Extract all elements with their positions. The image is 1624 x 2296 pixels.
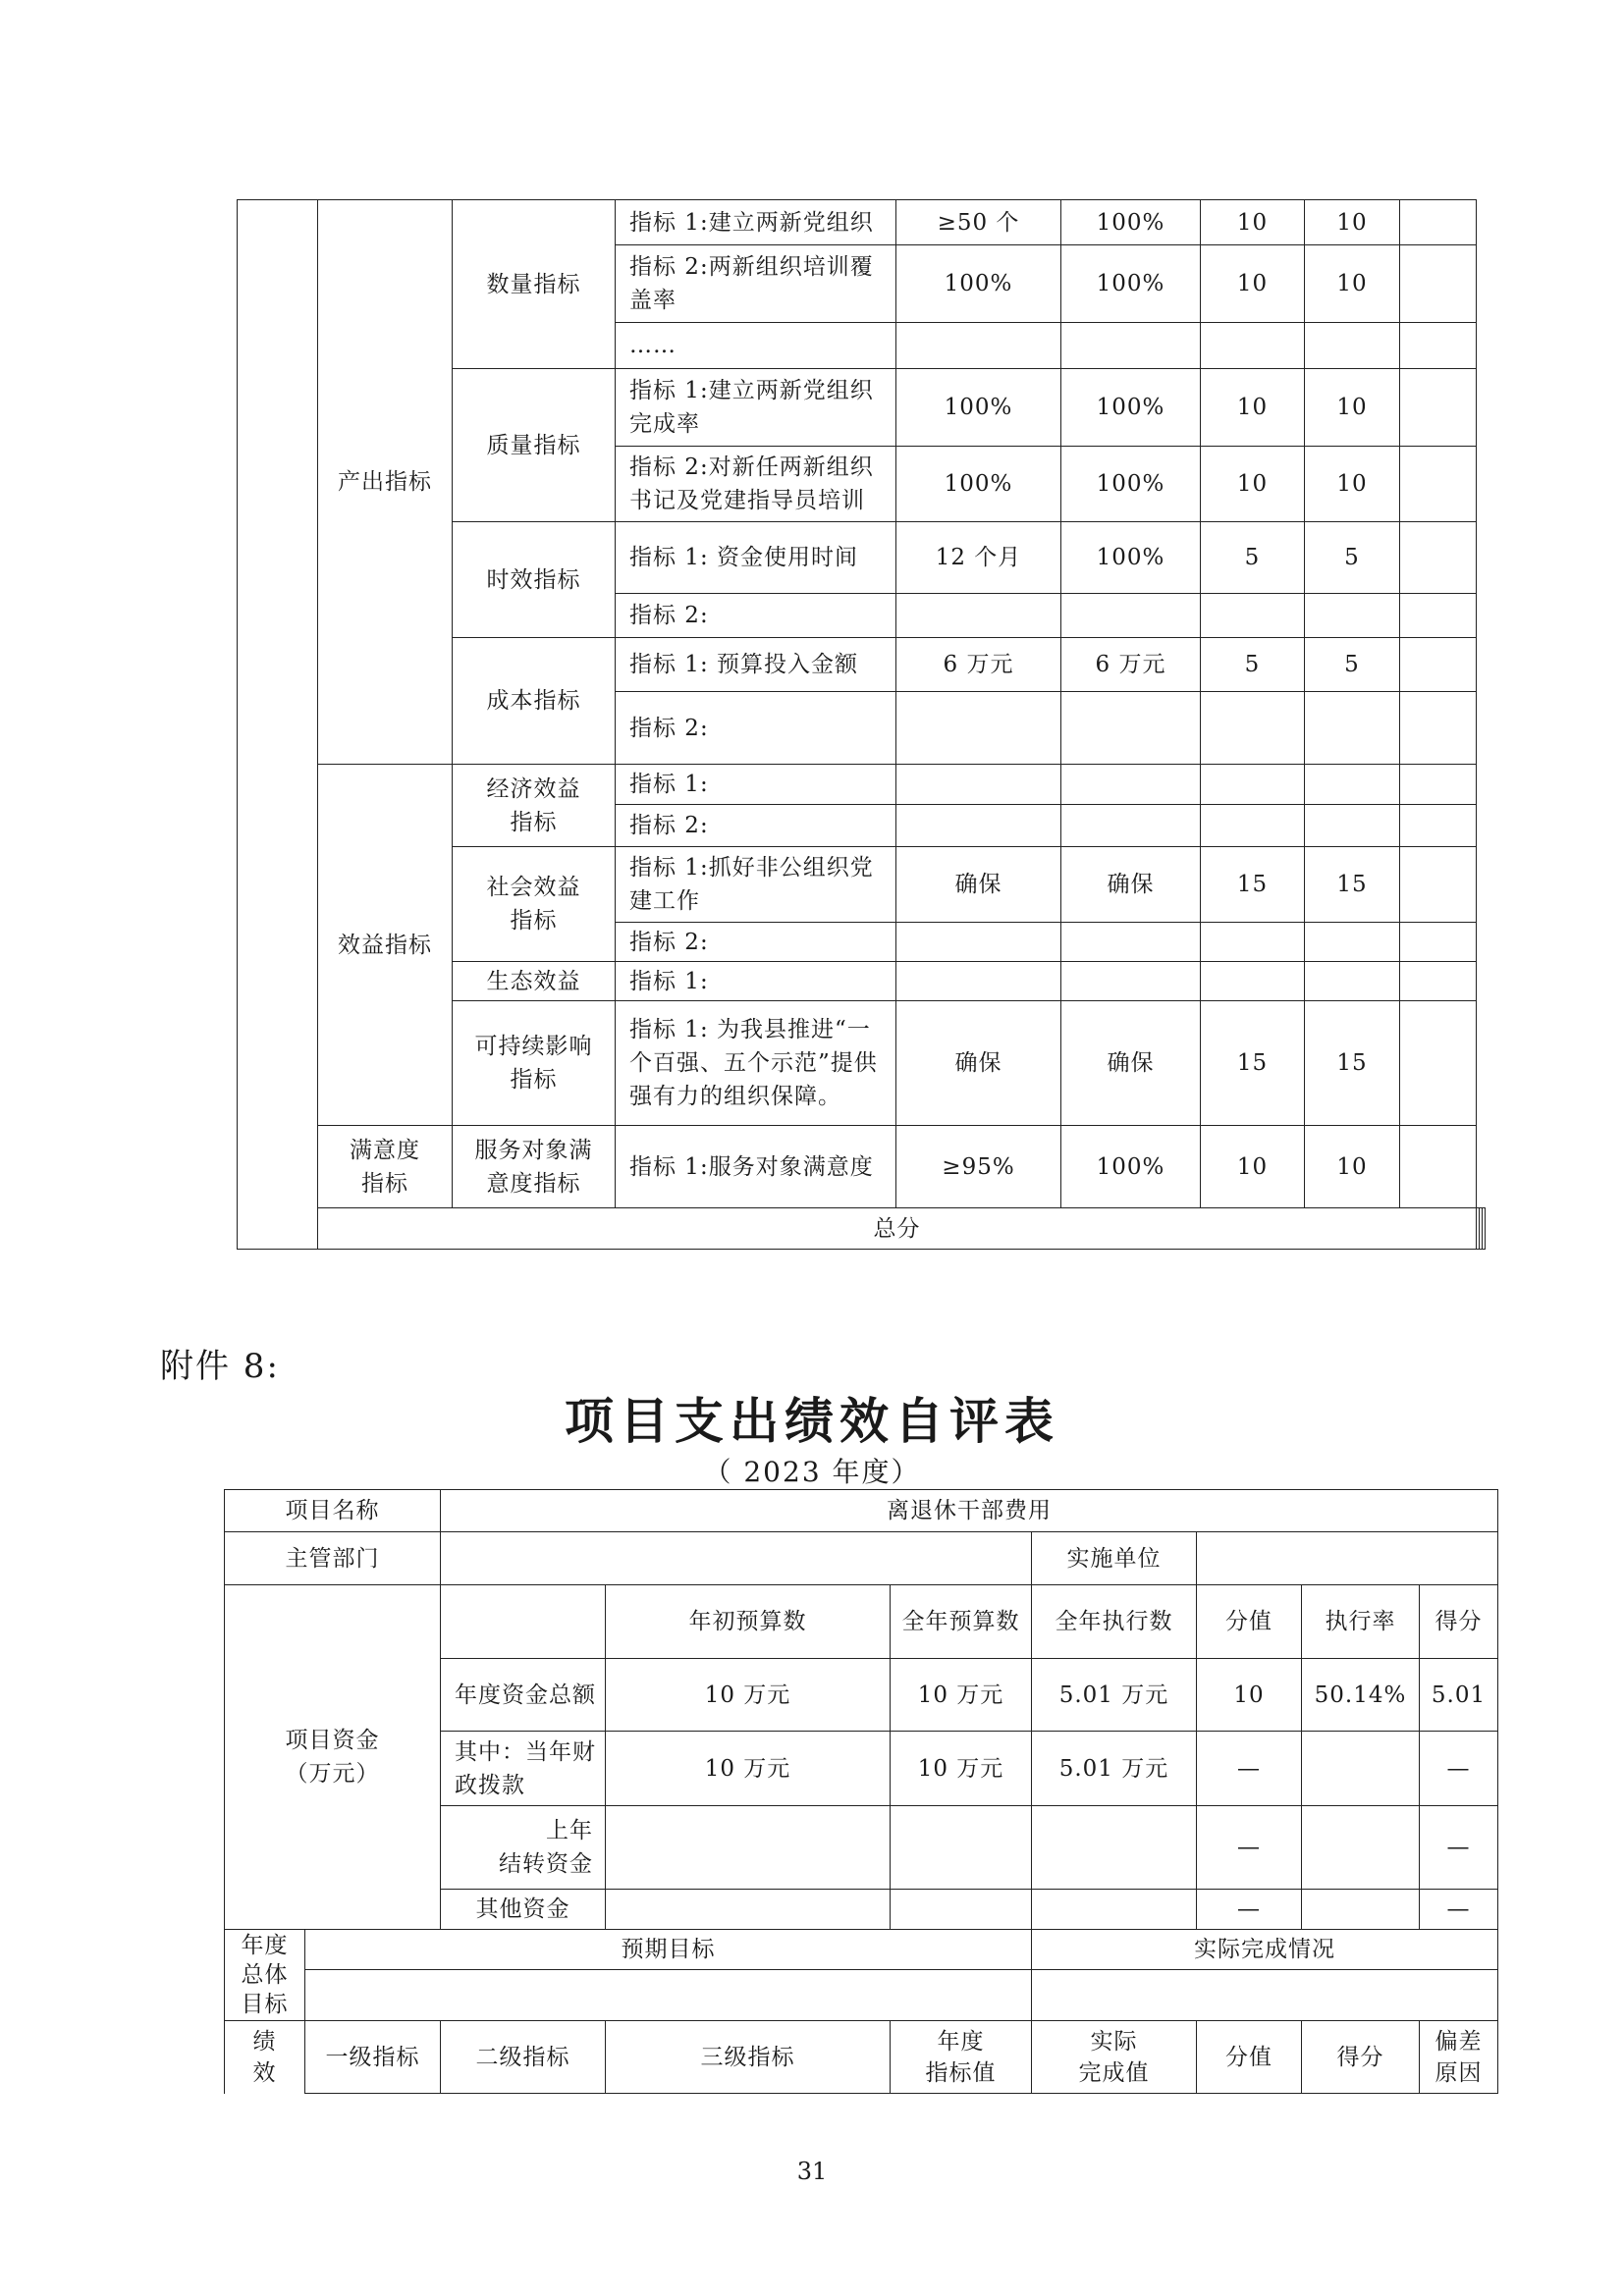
indicator-weight: 10 xyxy=(1201,200,1305,245)
indicator-score xyxy=(1305,962,1400,1001)
form-year: （ 2023 年度） xyxy=(703,1456,921,1488)
indicator-target: 确保 xyxy=(896,1001,1061,1126)
indicator-note xyxy=(1400,1001,1477,1126)
fund-score: 5.01 xyxy=(1420,1659,1498,1732)
fund-full xyxy=(891,1890,1032,1930)
indicator-target xyxy=(896,692,1061,765)
indicator-name: 指标 2: xyxy=(616,923,896,962)
indicator-note xyxy=(1400,765,1477,805)
form-title: 项目支出绩效自评表 xyxy=(565,1393,1059,1450)
indicator-weight: 15 xyxy=(1201,847,1305,923)
fund-exec xyxy=(1032,1890,1197,1930)
indicator-target xyxy=(896,962,1061,1001)
fund-weight: — xyxy=(1197,1890,1302,1930)
actual-completion-label: 实际完成情况 xyxy=(1032,1930,1498,1970)
indicator-name: 指标 1:服务对象满意度 xyxy=(616,1126,896,1208)
col-header-rate: 执行率 xyxy=(1302,1585,1420,1659)
level1-satisfaction: 满意度 指标 xyxy=(318,1126,453,1208)
annual-goal-label: 年度 总体 目标 xyxy=(225,1930,305,2021)
fund-rate xyxy=(1302,1890,1420,1930)
fund-row-label: 上年 结转资金 xyxy=(441,1806,606,1890)
fund-score: — xyxy=(1420,1890,1498,1930)
indicator-weight xyxy=(1201,692,1305,765)
fund-score: — xyxy=(1420,1806,1498,1890)
indicator-name: 指标 1: xyxy=(616,962,896,1001)
indicator-score: 10 xyxy=(1305,245,1400,323)
indicator-actual: 100% xyxy=(1061,447,1201,522)
indicator-note xyxy=(1400,923,1477,962)
indicator-note xyxy=(1400,1126,1477,1208)
indicator-weight: 15 xyxy=(1201,1001,1305,1126)
level2-quantity: 数量指标 xyxy=(453,200,616,369)
indicator-actual xyxy=(1061,765,1201,805)
fund-init xyxy=(606,1890,891,1930)
indicator-weight xyxy=(1201,962,1305,1001)
indicator-actual: 确保 xyxy=(1061,1001,1201,1126)
indicator-note xyxy=(1400,594,1477,638)
indicator-weight xyxy=(1201,805,1305,847)
indicator-score xyxy=(1305,323,1400,369)
total-label: 总分 xyxy=(318,1208,1477,1250)
indicator-name: …… xyxy=(616,323,896,369)
performance-label: 绩 效 xyxy=(225,2021,305,2094)
indicator-name: 指标 1: 为我县推进“一个百强、五个示范”提供强有力的组织保障。 xyxy=(616,1001,896,1126)
indicator-note xyxy=(1400,692,1477,765)
fund-full: 10 万元 xyxy=(891,1732,1032,1806)
fund-row-label: 其中：当年财政拨款 xyxy=(441,1732,606,1806)
indicator-score: 10 xyxy=(1305,447,1400,522)
indicator-note xyxy=(1400,323,1477,369)
impl-unit-label: 实施单位 xyxy=(1032,1532,1197,1585)
perf-header-deviation: 偏差 原因 xyxy=(1420,2021,1498,2094)
project-name-label: 项目名称 xyxy=(225,1490,441,1532)
level2-sustainable: 可持续影响 指标 xyxy=(453,1001,616,1126)
indicator-note xyxy=(1400,200,1477,245)
indicator-target: ≥50 个 xyxy=(896,200,1061,245)
indicator-score xyxy=(1305,594,1400,638)
perf-header-level2: 二级指标 xyxy=(441,2021,606,2094)
fund-full: 10 万元 xyxy=(891,1659,1032,1732)
total-note xyxy=(1483,1208,1486,1250)
actual-completion-value xyxy=(1032,1970,1498,2021)
indicator-actual: 100% xyxy=(1061,369,1201,447)
level2-social: 社会效益 指标 xyxy=(453,847,616,962)
indicator-weight: 10 xyxy=(1201,245,1305,323)
col-header-init: 年初预算数 xyxy=(606,1585,891,1659)
fund-init: 10 万元 xyxy=(606,1659,891,1732)
fund-rate xyxy=(1302,1806,1420,1890)
level2-ecological: 生态效益 xyxy=(453,962,616,1001)
annex-label: 附件 8: xyxy=(160,1347,280,1386)
level2-timeliness: 时效指标 xyxy=(453,522,616,638)
indicator-score: 10 xyxy=(1305,200,1400,245)
perf-header-actual-value: 实际 完成值 xyxy=(1032,2021,1197,2094)
fund-exec xyxy=(1032,1806,1197,1890)
expected-goal-value xyxy=(305,1970,1032,2021)
indicator-name: 指标 2: xyxy=(616,805,896,847)
indicator-target: 确保 xyxy=(896,847,1061,923)
indicator-target: 100% xyxy=(896,447,1061,522)
indicator-actual: 确保 xyxy=(1061,847,1201,923)
indicator-name: 指标 2: xyxy=(616,692,896,765)
indicator-name: 指标 1: 资金使用时间 xyxy=(616,522,896,594)
indicator-score: 5 xyxy=(1305,638,1400,692)
indicator-weight: 5 xyxy=(1201,638,1305,692)
indicator-target: 100% xyxy=(896,369,1061,447)
dept-value xyxy=(441,1532,1032,1585)
fund-weight: — xyxy=(1197,1732,1302,1806)
col-header-weight: 分值 xyxy=(1197,1585,1302,1659)
indicator-name: 指标 1:建立两新党组织 xyxy=(616,200,896,245)
indicator-note xyxy=(1400,447,1477,522)
indicator-target xyxy=(896,594,1061,638)
indicator-score xyxy=(1305,765,1400,805)
project-name-value: 离退休干部费用 xyxy=(441,1490,1498,1532)
indicator-target: 12 个月 xyxy=(896,522,1061,594)
indicator-category-cell xyxy=(238,200,318,1250)
indicator-score: 15 xyxy=(1305,1001,1400,1126)
fund-init: 10 万元 xyxy=(606,1732,891,1806)
indicator-actual xyxy=(1061,962,1201,1001)
indicator-weight xyxy=(1201,765,1305,805)
self-evaluation-table xyxy=(224,1489,1498,2094)
indicator-note xyxy=(1400,805,1477,847)
impl-unit-value xyxy=(1197,1532,1498,1585)
indicator-actual xyxy=(1061,692,1201,765)
fund-exec: 5.01 万元 xyxy=(1032,1732,1197,1806)
indicator-actual xyxy=(1061,594,1201,638)
level1-output: 产出指标 xyxy=(318,200,453,765)
indicator-target xyxy=(896,765,1061,805)
fund-label: 项目资金 （万元） xyxy=(225,1585,441,1930)
perf-header-score: 得分 xyxy=(1302,2021,1420,2094)
indicator-note xyxy=(1400,369,1477,447)
indicator-name: 指标 1: 预算投入金额 xyxy=(616,638,896,692)
indicator-actual xyxy=(1061,323,1201,369)
indicator-note xyxy=(1400,847,1477,923)
level2-economic: 经济效益 指标 xyxy=(453,765,616,847)
expected-goal-label: 预期目标 xyxy=(305,1930,1032,1970)
indicator-name: 指标 2:对新任两新组织书记及党建指导员培训 xyxy=(616,447,896,522)
indicator-score xyxy=(1305,923,1400,962)
indicator-score xyxy=(1305,692,1400,765)
fund-init xyxy=(606,1806,891,1890)
indicator-name: 指标 2: xyxy=(616,594,896,638)
indicator-weight: 5 xyxy=(1201,522,1305,594)
fund-rate: 50.14% xyxy=(1302,1659,1420,1732)
perf-header-level1: 一级指标 xyxy=(305,2021,441,2094)
indicator-score xyxy=(1305,805,1400,847)
fund-weight: — xyxy=(1197,1806,1302,1890)
indicator-note xyxy=(1400,962,1477,1001)
indicator-weight xyxy=(1201,323,1305,369)
indicator-target: 6 万元 xyxy=(896,638,1061,692)
indicator-name: 指标 1:抓好非公组织党建工作 xyxy=(616,847,896,923)
indicator-name: 指标 1: xyxy=(616,765,896,805)
level2-service: 服务对象满 意度指标 xyxy=(453,1126,616,1208)
indicator-name: 指标 1:建立两新党组织完成率 xyxy=(616,369,896,447)
indicator-score: 10 xyxy=(1305,369,1400,447)
perf-header-level3: 三级指标 xyxy=(606,2021,891,2094)
col-header-score: 得分 xyxy=(1420,1585,1498,1659)
indicator-note xyxy=(1400,245,1477,323)
indicator-weight xyxy=(1201,594,1305,638)
page-number: 31 xyxy=(796,2158,828,2185)
level1-benefit: 效益指标 xyxy=(318,765,453,1126)
indicator-actual: 100% xyxy=(1061,1126,1201,1208)
perf-header-annual-value: 年度 指标值 xyxy=(891,2021,1032,2094)
fund-rate xyxy=(1302,1732,1420,1806)
performance-indicator-table xyxy=(237,199,1486,1250)
indicator-actual xyxy=(1061,805,1201,847)
fund-header-blank xyxy=(441,1585,606,1659)
indicator-weight: 10 xyxy=(1201,447,1305,522)
indicator-name: 指标 2:两新组织培训覆盖率 xyxy=(616,245,896,323)
level2-quality: 质量指标 xyxy=(453,369,616,522)
indicator-note xyxy=(1400,638,1477,692)
indicator-score: 5 xyxy=(1305,522,1400,594)
indicator-target xyxy=(896,923,1061,962)
fund-row-label: 其他资金 xyxy=(441,1890,606,1930)
indicator-actual: 6 万元 xyxy=(1061,638,1201,692)
fund-full xyxy=(891,1806,1032,1890)
indicator-target: 100% xyxy=(896,245,1061,323)
dept-label: 主管部门 xyxy=(225,1532,441,1585)
indicator-weight xyxy=(1201,923,1305,962)
indicator-target xyxy=(896,805,1061,847)
indicator-actual: 100% xyxy=(1061,200,1201,245)
indicator-score: 10 xyxy=(1305,1126,1400,1208)
fund-row-label: 年度资金总额 xyxy=(441,1659,606,1732)
indicator-actual xyxy=(1061,923,1201,962)
indicator-weight: 10 xyxy=(1201,369,1305,447)
indicator-note xyxy=(1400,522,1477,594)
indicator-actual: 100% xyxy=(1061,245,1201,323)
indicator-target: ≥95% xyxy=(896,1126,1061,1208)
fund-exec: 5.01 万元 xyxy=(1032,1659,1197,1732)
level2-cost: 成本指标 xyxy=(453,638,616,765)
perf-header-weight: 分值 xyxy=(1197,2021,1302,2094)
col-header-full: 全年预算数 xyxy=(891,1585,1032,1659)
indicator-weight: 10 xyxy=(1201,1126,1305,1208)
indicator-score: 15 xyxy=(1305,847,1400,923)
indicator-actual: 100% xyxy=(1061,522,1201,594)
indicator-target xyxy=(896,323,1061,369)
fund-score: — xyxy=(1420,1732,1498,1806)
fund-weight: 10 xyxy=(1197,1659,1302,1732)
col-header-exec: 全年执行数 xyxy=(1032,1585,1197,1659)
